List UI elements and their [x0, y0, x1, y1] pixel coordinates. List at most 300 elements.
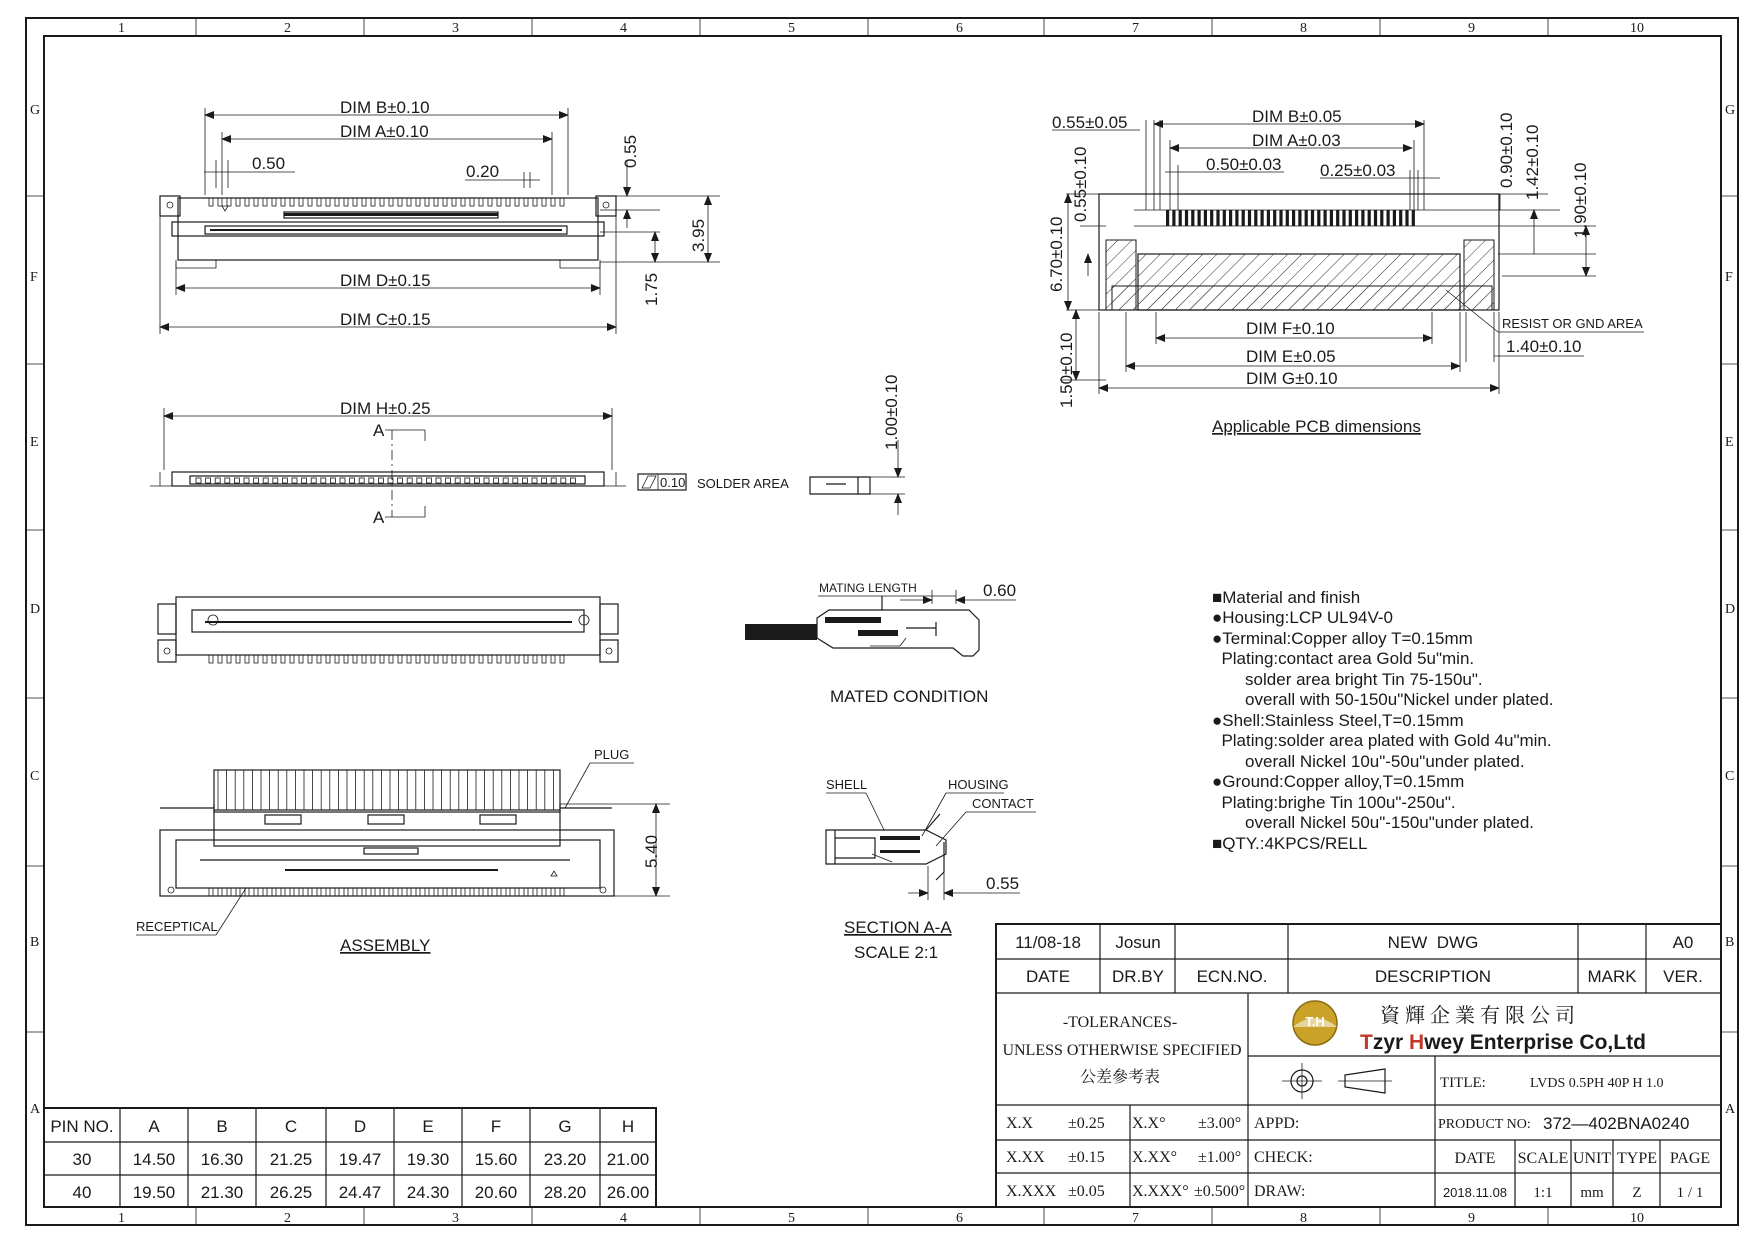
- check-label: CHECK:: [1254, 1149, 1313, 1166]
- bottom-pin: [290, 655, 294, 663]
- bottom-pin: [515, 655, 519, 663]
- th-c: C: [284, 1117, 298, 1136]
- note-12: ■QTY.:4KPCS/RELL: [1212, 834, 1368, 853]
- row-a-left: A: [30, 1102, 41, 1117]
- assembly-pin: [254, 888, 258, 896]
- top-pin: [434, 198, 438, 206]
- pcb-pad: [1317, 210, 1320, 226]
- top-pin: [470, 198, 474, 206]
- front-pin: [532, 478, 537, 483]
- mated-caption: MATED CONDITION: [830, 687, 989, 706]
- note-5: overall with 50-150u"Nickel under plated.: [1212, 690, 1554, 709]
- bottom-pin: [551, 655, 555, 663]
- th-g: G: [558, 1117, 572, 1136]
- pcb-pad: [1248, 210, 1251, 226]
- assembly-pin: [542, 888, 546, 896]
- cell-40-f: 20.60: [474, 1183, 518, 1202]
- assembly-pin: [335, 888, 339, 896]
- front-pin: [474, 478, 479, 483]
- hdr-ver: VER.: [1663, 967, 1703, 986]
- front-pin: [503, 478, 508, 483]
- col-2-bottom: 2: [284, 1211, 291, 1226]
- pcb-pad: [1311, 210, 1314, 226]
- note-2: ●Terminal:Copper alloy T=0.15mm: [1212, 629, 1473, 648]
- assembly-pin: [497, 888, 501, 896]
- note-3: Plating:contact area Gold 5u"min.: [1212, 649, 1475, 668]
- row-f-right: F: [1725, 270, 1733, 285]
- cell-30-e: 19.30: [406, 1150, 450, 1169]
- assembly-pin: [425, 888, 429, 896]
- dim-d-label: DIM D±0.15: [340, 271, 431, 290]
- hdr-date: DATE: [1025, 967, 1071, 986]
- front-height-label: 1.00±0.10: [882, 374, 901, 450]
- pcb-pad: [1292, 210, 1295, 226]
- cell-40-e: 24.30: [406, 1183, 450, 1202]
- title-block: [996, 924, 1721, 1207]
- bottom-pin: [209, 655, 213, 663]
- pcb-pad-width: 0.25±0.03: [1320, 161, 1396, 180]
- bottom-pin: [254, 655, 258, 663]
- front-pin: [321, 478, 326, 483]
- note-10: Plating:brighe Tin 100u"-250u".: [1212, 793, 1456, 812]
- cell-30-pin: 30: [72, 1150, 92, 1169]
- note-11: overall Nickel 50u"-150u"under plated.: [1212, 813, 1535, 832]
- assembly-pin: [434, 888, 438, 896]
- section-aa: [826, 777, 1036, 962]
- pcb-dim-g: DIM G±0.10: [1246, 369, 1338, 388]
- hdr-desc: DESCRIPTION: [1374, 967, 1492, 986]
- bottom-pin: [236, 655, 240, 663]
- v-date: 2018.11.08: [1442, 1185, 1508, 1200]
- top-pin: [497, 198, 501, 206]
- bottom-pin: [380, 655, 384, 663]
- top-pin: [524, 198, 528, 206]
- note-1: ●Housing:LCP UL94V-0: [1212, 608, 1394, 627]
- th-d: D: [353, 1117, 367, 1136]
- col-4-top: 4: [620, 21, 627, 36]
- assembly-pin: [488, 888, 492, 896]
- pcb-pad: [1298, 210, 1301, 226]
- assembly-pin: [515, 888, 519, 896]
- bottom-pin: [461, 655, 465, 663]
- assembly-pin: [353, 888, 357, 896]
- mated-condition: [745, 581, 1016, 706]
- front-pin: [292, 478, 297, 483]
- pcb-pad: [1179, 210, 1182, 226]
- top-pin: [308, 198, 312, 206]
- top-pin: [227, 198, 231, 206]
- pcb-r142: 1.42±0.10: [1523, 124, 1542, 200]
- pcb-layout: [1047, 107, 1644, 436]
- bottom-pin: [470, 655, 474, 663]
- bottom-pin: [425, 655, 429, 663]
- front-pin: [417, 478, 422, 483]
- assembly-pin: [209, 888, 213, 896]
- f-unit: UNIT: [1572, 1150, 1612, 1167]
- col-1-top: 1: [118, 21, 125, 36]
- col-5-bottom: 5: [788, 1211, 795, 1226]
- pcb-pad: [1305, 210, 1308, 226]
- f-scale: SCALE: [1517, 1150, 1569, 1167]
- front-pin: [254, 478, 259, 483]
- top-pin: [254, 198, 258, 206]
- projection-symbol-icon: [1282, 1063, 1392, 1099]
- tol-r0-a: X.X: [1006, 1115, 1034, 1132]
- bottom-pin: [506, 655, 510, 663]
- pcb-pad: [1223, 210, 1226, 226]
- plug-label: PLUG: [594, 747, 630, 762]
- pcb-dim-e: DIM E±0.05: [1246, 347, 1336, 366]
- pcb-r190: 1.90±0.10: [1571, 162, 1590, 238]
- pcb-pad: [1185, 210, 1188, 226]
- front-pin: [234, 478, 239, 483]
- pcb-pad: [1405, 210, 1408, 226]
- top-pin: [299, 198, 303, 206]
- bottom-pin: [497, 655, 501, 663]
- front-pin: [359, 478, 364, 483]
- rev-date: 11/08-18: [1015, 933, 1081, 952]
- cell-30-c: 21.25: [269, 1150, 313, 1169]
- material-notes: [1212, 588, 1554, 853]
- front-pin: [436, 478, 441, 483]
- front-pin: [446, 478, 451, 483]
- assembly-pin: [344, 888, 348, 896]
- note-9: ●Ground:Copper alloy,T=0.15mm: [1212, 772, 1465, 791]
- bottom-pin: [533, 655, 537, 663]
- top-pin: [542, 198, 546, 206]
- company-en-h: H: [1409, 1031, 1425, 1054]
- pcb-pad: [1361, 210, 1364, 226]
- bottom-pin: [299, 655, 303, 663]
- top-pin: [443, 198, 447, 206]
- section-mark-top: A: [373, 421, 385, 440]
- bottom-pin: [281, 655, 285, 663]
- bottom-pin: [317, 655, 321, 663]
- front-pin: [369, 478, 374, 483]
- assembly-caption: ASSEMBLY: [340, 936, 431, 955]
- tol-title: -TOLERANCES-: [1062, 1014, 1178, 1031]
- dim-a-label: DIM A±0.10: [340, 122, 429, 141]
- col-3-top: 3: [452, 21, 459, 36]
- section-title: SECTION A-A: [844, 918, 952, 937]
- th-pin: PIN NO.: [50, 1117, 114, 1136]
- mating-value: 0.60: [983, 581, 1017, 600]
- assembly-pin: [389, 888, 393, 896]
- hdr-mark: MARK: [1587, 967, 1637, 986]
- front-pin: [350, 478, 355, 483]
- tol-r1-b: ±0.15: [1068, 1149, 1105, 1166]
- pcb-dim-a: DIM A±0.03: [1252, 131, 1341, 150]
- pcb-r090: 0.90±0.10: [1497, 112, 1516, 188]
- assembly-pin: [308, 888, 312, 896]
- f-date: DATE: [1454, 1150, 1496, 1167]
- top-pin: [236, 198, 240, 206]
- pcb-pad: [1380, 210, 1383, 226]
- tol-r2-c: X.XXX°: [1132, 1183, 1189, 1200]
- assembly-pin: [398, 888, 402, 896]
- section-scale: SCALE 2:1: [854, 943, 939, 962]
- front-pin: [494, 478, 499, 483]
- front-pin: [542, 478, 547, 483]
- tol-r0-c: X.X°: [1132, 1115, 1166, 1132]
- housing-label: HOUSING: [948, 777, 1009, 792]
- col-9-top: 9: [1468, 21, 1475, 36]
- tol-r2-a: X.XXX: [1006, 1183, 1057, 1200]
- tol-r2-d: ±0.500°: [1194, 1183, 1246, 1200]
- front-pin: [522, 478, 527, 483]
- pcb-d055: 0.55±0.05: [1052, 113, 1128, 132]
- front-pin: [551, 478, 556, 483]
- pcb-pad: [1235, 210, 1238, 226]
- assembly-pin: [317, 888, 321, 896]
- assembly-pin: [326, 888, 330, 896]
- company-en: [1360, 1031, 1646, 1054]
- cell-30-a: 14.50: [132, 1150, 176, 1169]
- front-pin: [340, 478, 345, 483]
- note-8: overall Nickel 10u"-50u"under plated.: [1212, 752, 1525, 771]
- bottom-view: [158, 597, 618, 663]
- front-pin: [378, 478, 383, 483]
- top-pin: [380, 198, 384, 206]
- tol-r2-b: ±0.05: [1068, 1183, 1105, 1200]
- cell-40-pin: 40: [72, 1183, 92, 1202]
- cell-40-b: 21.30: [200, 1183, 244, 1202]
- cell-40-d: 24.47: [338, 1183, 382, 1202]
- v-page: 1 / 1: [1676, 1185, 1704, 1201]
- col-8-bottom: 8: [1300, 1211, 1307, 1226]
- assembly-view: [136, 747, 670, 955]
- top-pin: [461, 198, 465, 206]
- rev-ver: A0: [1672, 933, 1694, 952]
- row-g-left: G: [30, 103, 41, 118]
- top-pin: [317, 198, 321, 206]
- col-4-bottom: 4: [620, 1211, 627, 1226]
- top-pin: [425, 198, 429, 206]
- assembly-pin: [263, 888, 267, 896]
- assembly-pin: [506, 888, 510, 896]
- title-label: TITLE:: [1440, 1075, 1486, 1091]
- dim-h-label: DIM H±0.25: [340, 399, 431, 418]
- front-pin: [196, 478, 201, 483]
- front-view: [150, 374, 905, 527]
- shell-label: SHELL: [826, 777, 868, 792]
- bottom-pin: [416, 655, 420, 663]
- bottom-pin: [560, 655, 564, 663]
- bottom-pin: [389, 655, 393, 663]
- assembly-pin: [281, 888, 285, 896]
- col-10-top: 10: [1630, 21, 1644, 36]
- col-2-top: 2: [284, 21, 291, 36]
- front-pin: [225, 478, 230, 483]
- pcb-caption: Applicable PCB dimensions: [1212, 417, 1421, 436]
- bottom-pin: [488, 655, 492, 663]
- top-pin: [398, 198, 402, 206]
- dim-table: [44, 1108, 656, 1207]
- top-pin: [263, 198, 267, 206]
- top-pin: [272, 198, 276, 206]
- front-pin: [311, 478, 316, 483]
- company-cn: 資 輝 企 業 有 限 公 司: [1380, 1005, 1575, 1027]
- top-pin: [362, 198, 366, 206]
- front-pin: [206, 478, 211, 483]
- top-pin: [281, 198, 285, 206]
- bottom-pin: [542, 655, 546, 663]
- assembly-pin: [362, 888, 366, 896]
- col-10-bottom: 10: [1630, 1211, 1644, 1226]
- front-pin: [302, 478, 307, 483]
- pcb-pad: [1324, 210, 1327, 226]
- pcb-pad: [1191, 210, 1194, 226]
- pcb-pad: [1387, 210, 1390, 226]
- row-e-right: E: [1725, 435, 1734, 450]
- cell-40-g: 28.20: [543, 1183, 587, 1202]
- cell-30-f: 15.60: [474, 1150, 518, 1169]
- assembly-pin: [524, 888, 528, 896]
- front-pin: [561, 478, 566, 483]
- mating-length-label: MATING LENGTH: [819, 581, 917, 595]
- top-pin: [551, 198, 555, 206]
- front-pin: [426, 478, 431, 483]
- pcb-pad: [1267, 210, 1270, 226]
- front-pin: [244, 478, 249, 483]
- top-pin: [515, 198, 519, 206]
- pcb-pad: [1368, 210, 1371, 226]
- pcb-pad: [1172, 210, 1175, 226]
- pcb-pad: [1355, 210, 1358, 226]
- pcb-pad: [1204, 210, 1207, 226]
- pcb-pad: [1216, 210, 1219, 226]
- front-pin: [273, 478, 278, 483]
- front-pin: [282, 478, 287, 483]
- note-4: solder area bright Tin 75-150u".: [1212, 670, 1483, 689]
- bottom-pin: [479, 655, 483, 663]
- pcb-pad: [1349, 210, 1352, 226]
- row-a-right: A: [1725, 1102, 1736, 1117]
- row-c-left: C: [30, 769, 40, 784]
- tol-r0-b: ±0.25: [1068, 1115, 1105, 1132]
- pcb-r140: 1.40±0.10: [1506, 337, 1582, 356]
- company-en-rest: wey Enterprise Co,Ltd: [1424, 1031, 1646, 1054]
- top-pin: [344, 198, 348, 206]
- cell-40-h: 26.00: [606, 1183, 650, 1202]
- bottom-pin: [245, 655, 249, 663]
- top-pin: [218, 198, 222, 206]
- pcb-pad: [1198, 210, 1201, 226]
- row-e-left: E: [30, 435, 39, 450]
- front-pin: [407, 478, 412, 483]
- tol-cn: 公差參考表: [1079, 1069, 1161, 1086]
- height-055-label: 0.55: [621, 134, 640, 168]
- pcb-pad: [1374, 210, 1377, 226]
- company-en-t: T: [1360, 1031, 1373, 1054]
- tol-r1-d: ±1.00°: [1198, 1149, 1242, 1166]
- row-g-right: G: [1725, 103, 1736, 118]
- v-type: Z: [1632, 1185, 1642, 1201]
- pcb-pad: [1166, 210, 1169, 226]
- row-b-right: B: [1725, 935, 1735, 950]
- th-b: B: [216, 1117, 228, 1136]
- flatness-value: 0.10: [660, 475, 686, 490]
- front-pin: [330, 478, 335, 483]
- pcb-pitch: 0.50±0.03: [1206, 155, 1282, 174]
- section-mark-bottom: A: [373, 508, 385, 527]
- note-0: ■Material and finish: [1212, 588, 1361, 607]
- assembly-height-label: 5.40: [642, 834, 661, 868]
- row-d-left: D: [30, 602, 41, 617]
- bottom-pin: [326, 655, 330, 663]
- top-pin: [371, 198, 375, 206]
- col-3-bottom: 3: [452, 1211, 459, 1226]
- top-pin: [335, 198, 339, 206]
- cell-30-b: 16.30: [200, 1150, 244, 1169]
- rev-by: Josun: [1115, 933, 1161, 952]
- assembly-pin: [551, 888, 555, 896]
- assembly-pin: [560, 888, 564, 896]
- assembly-pin: [452, 888, 456, 896]
- th-h: H: [621, 1117, 635, 1136]
- top-pin: [407, 198, 411, 206]
- col-1-bottom: 1: [118, 1211, 125, 1226]
- bottom-pin: [218, 655, 222, 663]
- col-8-top: 8: [1300, 21, 1307, 36]
- col-5-top: 5: [788, 21, 795, 36]
- v-scale: 1:1: [1533, 1185, 1553, 1201]
- bottom-pin: [407, 655, 411, 663]
- pcb-l150: 1.50±0.10: [1057, 332, 1076, 408]
- assembly-pin: [461, 888, 465, 896]
- assembly-pin: [443, 888, 447, 896]
- th-e: E: [422, 1117, 434, 1136]
- tol-r0-d: ±3.00°: [1198, 1115, 1242, 1132]
- pcb-pad: [1330, 210, 1333, 226]
- cell-40-a: 19.50: [132, 1183, 176, 1202]
- col-6-top: 6: [956, 21, 963, 36]
- bottom-pin: [335, 655, 339, 663]
- assembly-pin: [290, 888, 294, 896]
- front-pin: [215, 478, 220, 483]
- pitch-label: 0.50: [252, 154, 286, 173]
- pcb-pad: [1229, 210, 1232, 226]
- row-f-left: F: [30, 270, 38, 285]
- cell-30-g: 23.20: [543, 1150, 587, 1169]
- pcb-pad: [1342, 210, 1345, 226]
- rev-desc: NEW DWG: [1387, 933, 1479, 952]
- draw-label: DRAW:: [1254, 1183, 1306, 1200]
- front-pin: [484, 478, 489, 483]
- company-en-zyr: zyr: [1372, 1031, 1410, 1054]
- front-pin: [513, 478, 518, 483]
- bottom-pin: [371, 655, 375, 663]
- pcb-pad: [1261, 210, 1264, 226]
- pcb-pad: [1393, 210, 1396, 226]
- front-pin: [570, 478, 575, 483]
- pcb-pad: [1210, 210, 1213, 226]
- pcb-l670: 6.70±0.10: [1047, 216, 1066, 292]
- bottom-pin: [272, 655, 276, 663]
- top-view: [160, 98, 720, 334]
- pcb-pad: [1254, 210, 1257, 226]
- assembly-pin: [227, 888, 231, 896]
- bottom-pin: [452, 655, 456, 663]
- assembly-pin: [470, 888, 474, 896]
- top-pin: [389, 198, 393, 206]
- col-9-bottom: 9: [1468, 1211, 1475, 1226]
- front-pin: [455, 478, 460, 483]
- bottom-pin: [443, 655, 447, 663]
- pcb-pad: [1279, 210, 1282, 226]
- assembly-pin: [407, 888, 411, 896]
- assembly-pin: [218, 888, 222, 896]
